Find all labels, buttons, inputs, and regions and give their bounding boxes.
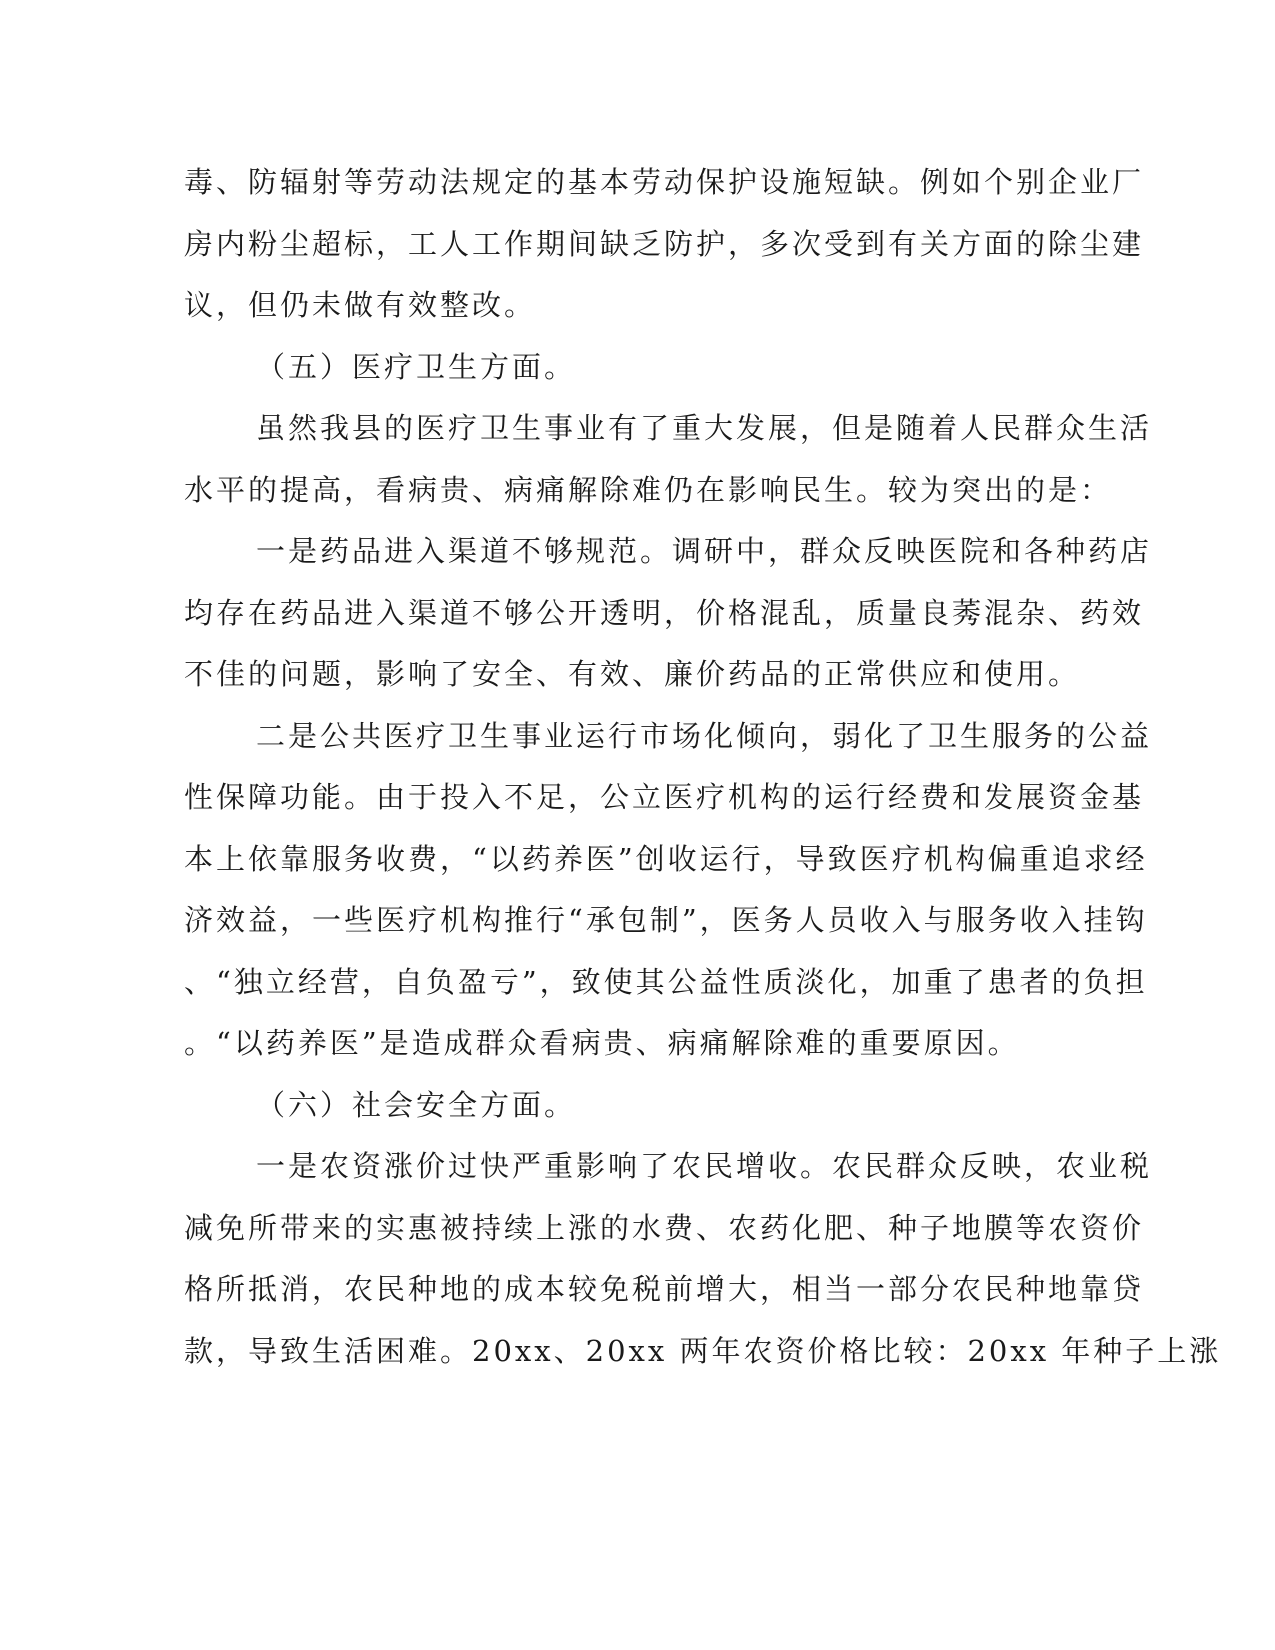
text-line: 款，导致生活困难。20xx、20xx 两年农资价格比较：20xx 年种子上涨 — [184, 1333, 1222, 1368]
text-line: 性保障功能。由于投入不足，公立医疗机构的运行经费和发展资金基 — [184, 780, 1145, 814]
text-line: 虽然我县的医疗卫生事业有了重大发展，但是随着人民群众生活 — [256, 411, 1153, 445]
text-line: 二是公共医疗卫生事业运行市场化倾向，弱化了卫生服务的公益 — [256, 718, 1153, 753]
text-line: 议，但仍未做有效整改。 — [184, 288, 537, 322]
text-line: 房内粉尘超标，工人工作期间缺乏防护，多次受到有关方面的除尘建 — [184, 226, 1145, 261]
text-line: 不佳的问题，影响了安全、有效、廉价药品的正常供应和使用。 — [184, 657, 1081, 691]
document-body — [184, 152, 1222, 1382]
text-line: 均存在药品进入渠道不够公开透明，价格混乱，质量良莠混杂、药效 — [184, 595, 1145, 630]
text-line: 格所抵消，农民种地的成本较免税前增大，相当一部分农民种地靠贷 — [184, 1272, 1145, 1306]
text-line: 一是农资涨价过快严重影响了农民增收。农民群众反映，农业税 — [256, 1149, 1153, 1183]
text-line: 水平的提高，看病贵、病痛解除难仍在影响民生。较为突出的是： — [184, 472, 1113, 507]
section-heading-social-security: （六）社会安全方面。 — [256, 1087, 577, 1122]
text-line: 。“以药养医”是造成群众看病贵、病痛解除难的重要原因。 — [184, 1026, 1020, 1060]
text-line: 毒、防辐射等劳动法规定的基本劳动保护设施短缺。例如个别企业厂 — [184, 165, 1145, 199]
text-line: 本上依靠服务收费，“以药养医”创收运行，导致医疗机构偏重追求经 — [184, 841, 1148, 876]
text-line: 、“独立经营，自负盈亏”，致使其公益性质淡化，加重了患者的负担 — [184, 964, 1148, 999]
section-heading-medical: （五）医疗卫生方面。 — [256, 349, 577, 384]
text-line: 济效益，一些医疗机构推行“承包制”，医务人员收入与服务收入挂钩 — [184, 903, 1148, 937]
text-line: 减免所带来的实惠被持续上涨的水费、农药化肥、种子地膜等农资价 — [184, 1210, 1145, 1245]
text-line: 一是药品进入渠道不够规范。调研中，群众反映医院和各种药店 — [256, 534, 1153, 568]
